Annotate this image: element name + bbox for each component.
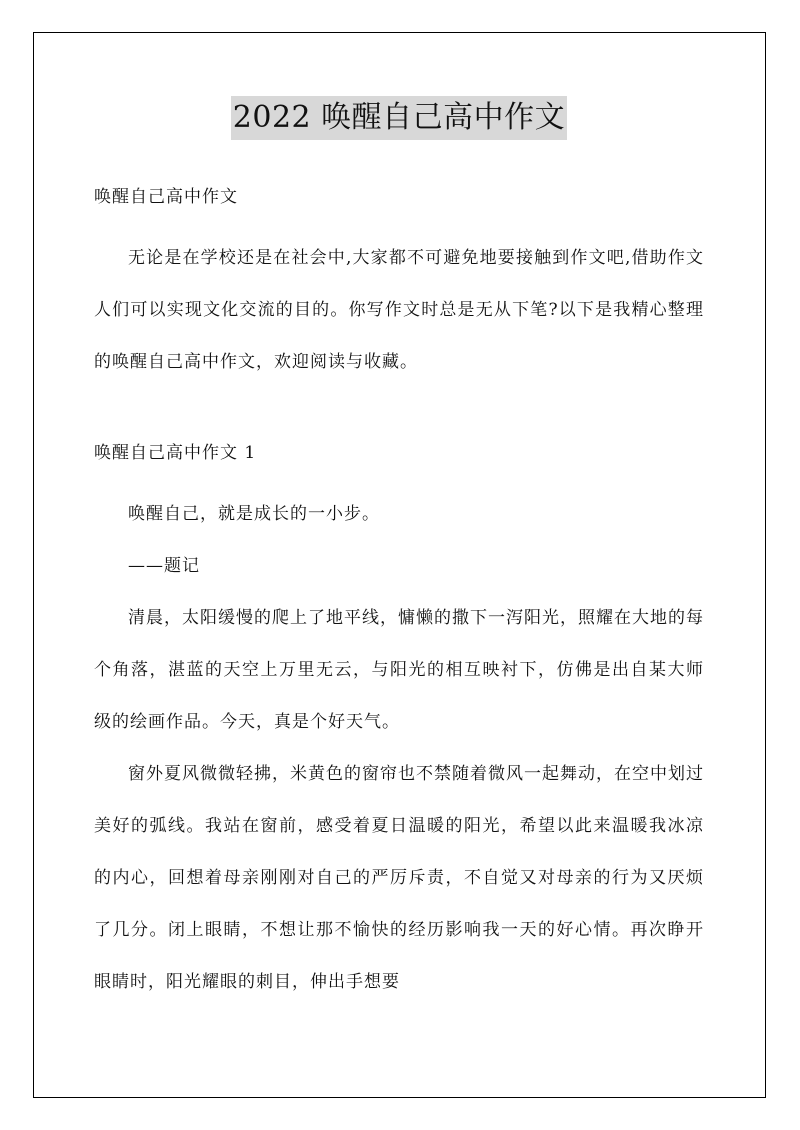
paragraph-3: 清晨，太阳缓慢的爬上了地平线，慵懒的撒下一泻阳光，照耀在大地的每个角落，湛蓝的天空上万里无云，与阳光的相互映衬下，仿佛是出自某大师级的绘画作品。今天，真是个好天气。: [94, 608, 704, 732]
section-spacer: [94, 388, 704, 440]
section-heading: 唤醒自己高中作文 1: [94, 443, 257, 463]
document-body: [94, 96, 704, 1008]
paragraph-1: 唤醒自己，就是成长的一小步。: [128, 504, 380, 524]
intro-paragraph: 无论是在学校还是在社会中,大家都不可避免地要接触到作文吧,借助作文人们可以实现文化交流的目的。你写作文时总是无从下笔?以下是我精心整理的唤醒自己高中作文，欢迎阅读与收藏。: [94, 248, 704, 372]
paragraph-2: ——题记: [128, 556, 200, 576]
title-container: [94, 96, 704, 140]
paragraph-4: 窗外夏风微微轻拂，米黄色的窗帘也不禁随着微风一起舞动，在空中划过美好的弧线。我站在窗前，感受着夏日温暖的阳光，希望以此来温暖我冰凉的内心，回想着母亲刚刚对自己的严厉斥责，不自觉又对母亲的行为又厌烦了几分。闭上眼睛，不想让那不愉快的经历影响我一天的好心情。再次睁开眼睛时，阳光耀眼的刺目，伸出手想要: [94, 764, 704, 992]
intro-heading: 唤醒自己高中作文: [94, 187, 238, 207]
document-title: 2022 唤醒自己高中作文: [231, 96, 567, 140]
